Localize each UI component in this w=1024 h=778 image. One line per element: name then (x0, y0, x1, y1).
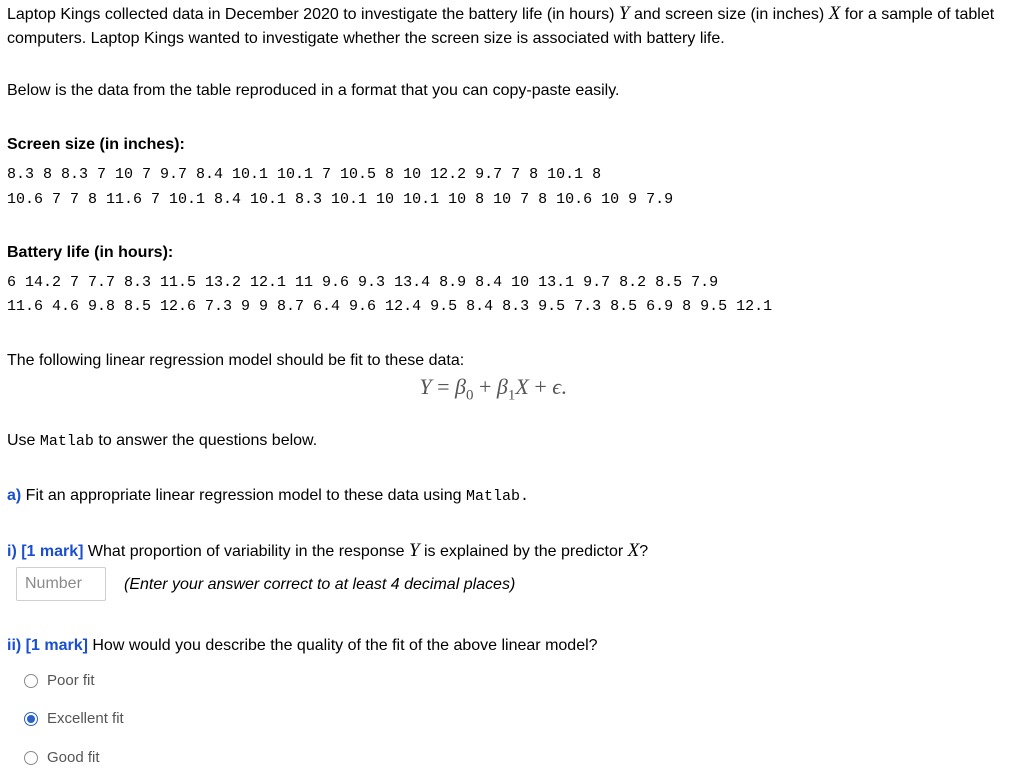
question-ii-label: ii) [1 mark] (7, 637, 88, 654)
screen-size-data-line-1: 8.3 8 8.3 7 10 7 9.7 8.4 10.1 10.1 7 10.5 8 10 12.2 9.7 7 8 10.1 8 (7, 166, 602, 183)
screen-size-header: Screen size (in inches): (7, 136, 185, 153)
radio-button-selected[interactable] (24, 712, 38, 726)
battery-life-data-line-1: 6 14.2 7 7.7 8.3 11.5 13.2 12.1 11 9.6 9.3 13.4 8.9 8.4 10 13.1 9.7 8.2 8.5 7.9 (7, 274, 719, 291)
radio-button[interactable] (24, 751, 38, 765)
intro-text-3: for a sample of tablet computers. Laptop Kings wanted to investigate whether the screen size is associated with battery life. (7, 6, 995, 47)
answer-number-input[interactable] (16, 567, 106, 601)
radio-label: Excellent fit (47, 710, 124, 727)
regression-equation: $Y = \beta_0 + \beta_1X + \epsilon$. (419, 374, 567, 404)
data-intro-text: Below is the data from the table reproduced in a format that you can copy-paste easily. (7, 82, 620, 99)
var-x: X (828, 3, 841, 24)
question-ii: ii) [1 mark] How would you describe the quality of the fit of the above linear model? (7, 637, 598, 654)
intro-text-2: and screen size (in inches) (629, 6, 829, 23)
question-i: i) [1 mark] What proportion of variability in the response Y is explained by the predictor X? (7, 540, 649, 561)
question-i-label: i) [1 mark] (7, 543, 84, 560)
intro-text-1: Laptop Kings collected data in December 2020 to investigate the battery life (in hours) (7, 6, 619, 23)
radio-option-good-fit[interactable] (24, 749, 100, 766)
radio-label: Good fit (47, 749, 100, 766)
part-a: a) Fit an appropriate linear regression model to these data using Matlab. (7, 487, 529, 505)
part-a-label: a) (7, 487, 22, 504)
radio-option-excellent-fit[interactable] (24, 710, 124, 727)
answer-hint: (Enter your answer correct to at least 4 decimal places) (124, 576, 516, 593)
screen-size-data-line-2: 10.6 7 7 8 11.6 7 10.1 8.4 10.1 8.3 10.1 10 10.1 10 8 10 7 8 10.6 10 9 7.9 (7, 191, 674, 208)
intro-paragraph (7, 2, 1019, 51)
matlab-code: Matlab (39, 433, 94, 450)
model-instruction: The following linear regression model should be fit to these data: (7, 352, 465, 369)
battery-life-header: Battery life (in hours): (7, 244, 174, 261)
radio-label: Poor fit (47, 672, 95, 689)
use-matlab-instruction: Use Matlab to answer the questions below. (7, 432, 318, 450)
matlab-code: Matlab. (465, 488, 529, 505)
radio-option-poor-fit[interactable] (24, 672, 95, 689)
var-y: Y (618, 3, 630, 24)
battery-life-data-line-2: 11.6 4.6 9.8 8.5 12.6 7.3 9 9 8.7 6.4 9.6 12.4 9.5 8.4 8.3 9.5 7.3 8.5 6.9 8 9.5 12.1 (7, 298, 773, 315)
radio-button[interactable] (24, 674, 38, 688)
